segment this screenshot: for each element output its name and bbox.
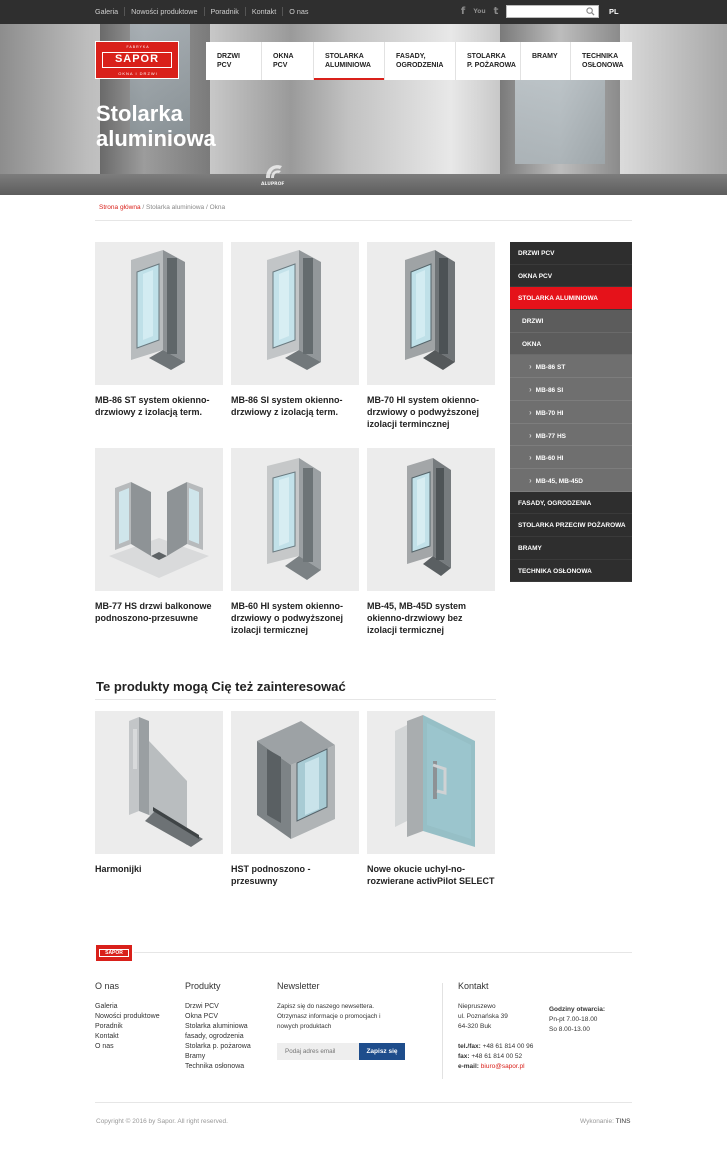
related-card[interactable] [231, 711, 359, 887]
footer-link[interactable]: Nowości produktowe [95, 1013, 160, 1020]
footer-about [95, 981, 160, 1052]
side-menu-item[interactable]: FASADY, OGRODZENIA [510, 492, 632, 515]
side-menu-item[interactable]: › MB-45, MB-45D [510, 469, 632, 492]
facebook-icon[interactable]: f [460, 6, 466, 17]
side-menu-item[interactable]: STOLARKA ALUMINIOWA [510, 287, 632, 310]
copyright: Copyright © 2016 by Sapor. All right reserved. [96, 1118, 228, 1125]
sapor-logo[interactable]: FABRYKA SAPOR OKNA I DRZWI [95, 41, 179, 79]
side-menu-item[interactable]: OKNA PCV [510, 265, 632, 288]
product-card[interactable] [95, 448, 223, 624]
related-image[interactable] [231, 711, 359, 854]
divider [95, 952, 632, 953]
related-card[interactable] [95, 711, 223, 875]
divider [95, 1102, 632, 1103]
footer-link[interactable]: Drzwi PCV [185, 1003, 219, 1010]
top-link-guide[interactable]: Poradnik [204, 7, 245, 16]
footer-link[interactable]: Galeria [95, 1003, 118, 1010]
chevron-right-icon: › [529, 475, 532, 485]
top-bar [0, 0, 727, 24]
top-link-contact[interactable]: Kontakt [245, 7, 282, 16]
chevron-right-icon: › [529, 362, 532, 372]
newsletter-subscribe-button[interactable]: Zapisz się [359, 1043, 405, 1060]
related-caption[interactable]: Nowe okucie uchyl-no-rozwierane activPilot SELECT [367, 864, 495, 886]
side-menu-item[interactable]: DRZWI [510, 310, 632, 333]
svg-text:ALUPROF: ALUPROF [261, 182, 285, 186]
footer-link[interactable]: Okna PCV [185, 1013, 219, 1020]
breadcrumb-section[interactable]: Stolarka aluminiowa [145, 204, 205, 211]
side-menu-item[interactable]: › MB-60 HI [510, 446, 632, 469]
product-card[interactable] [367, 448, 495, 636]
top-links [95, 7, 314, 16]
aluprof-logo-icon [258, 158, 288, 186]
breadcrumb: Strona główna / Stolarka aluminiowa / Okna [99, 204, 226, 211]
related-caption[interactable]: Harmonijki [95, 864, 142, 874]
product-image[interactable] [367, 242, 495, 385]
product-image[interactable] [367, 448, 495, 591]
product-card[interactable] [231, 448, 359, 636]
side-menu-item[interactable]: STOLARKA PRZECIW POŻAROWA [510, 514, 632, 537]
made-by: Wykonanie: TINS [580, 1118, 631, 1125]
footer-contact-title: Kontakt [458, 981, 489, 991]
search-box [506, 5, 599, 18]
footer-link[interactable]: Stolarka p. pożarowa [185, 1043, 251, 1050]
product-caption[interactable]: MB-45, MB-45D system okienno-drzwiowy bez izolacji termicznej [367, 601, 467, 635]
footer-link[interactable]: O nas [95, 1043, 114, 1050]
social-links [458, 5, 501, 18]
product-caption[interactable]: MB-86 SI system okienno-drzwiowy z izolacją term. [231, 395, 343, 417]
chevron-right-icon: › [529, 430, 532, 440]
footer-link[interactable]: fasady, ogrodzenia [185, 1033, 244, 1040]
breadcrumb-current: Okna [209, 204, 226, 211]
product-image[interactable] [231, 448, 359, 591]
nav-item[interactable]: TECHNIKA OSŁONOWA [582, 53, 624, 69]
newsletter-email-input[interactable] [277, 1043, 359, 1060]
product-image[interactable] [95, 242, 223, 385]
divider [95, 699, 496, 700]
breadcrumb-home[interactable]: Strona główna [99, 204, 141, 211]
top-link-gallery[interactable]: Galeria [95, 7, 119, 16]
nav-item[interactable]: BRAMY [521, 42, 571, 80]
search-input[interactable] [507, 6, 585, 17]
language-switch[interactable]: PL [609, 7, 619, 16]
top-link-news[interactable]: Nowości produktowe [124, 7, 203, 16]
side-menu-item[interactable]: › MB-86 SI [510, 378, 632, 401]
product-image[interactable] [231, 242, 359, 385]
side-menu-item[interactable]: BRAMY [510, 537, 632, 560]
youtube-icon[interactable]: You [473, 8, 486, 15]
nav-item[interactable]: OKNA PCV [262, 42, 314, 80]
page-title: Stolarka aluminiowa [96, 101, 216, 151]
nav-item[interactable]: STOLARKA P. POŻAROWA [456, 42, 521, 80]
related-title: Te produkty mogą Cię też zainteresować [96, 679, 346, 694]
main-nav [206, 42, 632, 80]
divider [95, 220, 632, 221]
side-menu-item[interactable]: OKNA [510, 333, 632, 356]
footer-link[interactable]: Kontakt [95, 1033, 119, 1040]
chevron-right-icon: › [529, 453, 532, 463]
related-image[interactable] [95, 711, 223, 854]
top-link-about[interactable]: O nas [282, 7, 314, 16]
side-menu-item[interactable]: DRZWI PCV [510, 242, 632, 265]
search-icon[interactable] [586, 7, 595, 16]
side-menu-item[interactable]: › MB-86 ST [510, 355, 632, 378]
hero-sill [0, 174, 727, 195]
footer-link[interactable]: Bramy [185, 1053, 206, 1060]
product-card[interactable] [95, 242, 223, 418]
nav-item[interactable]: DRZWI PCV [206, 42, 262, 80]
side-menu [510, 242, 632, 582]
footer-link[interactable]: Technika osłonowa [185, 1063, 245, 1070]
nav-item[interactable]: FASADY, OGRODZENIA [385, 42, 456, 80]
product-card[interactable] [367, 242, 495, 430]
footer-newsletter-title: Newsletter [277, 981, 320, 991]
product-caption[interactable]: MB-77 HS drzwi balkonowe podnoszono-przesuwne [95, 601, 212, 623]
footer-hours: Godziny otwarcia: Pn-pt 7.00-18.00 So 8.00-13.00 [549, 1006, 605, 1033]
email-link[interactable]: biuro@sapor.pl [480, 1063, 525, 1070]
product-caption[interactable]: MB-70 HI system okienno-drzwiowy o podwyższonej izolacji termincznej [367, 395, 480, 429]
footer-divider [442, 983, 443, 1079]
footer-newsletter: Newsletter Zapisz się do naszego newsettera. Otrzymasz informacje o promocjach i nowych produktach [277, 981, 381, 1030]
related-caption[interactable]: HST podnoszono - przesuwny [231, 864, 311, 886]
side-menu-item[interactable]: › MB-70 HI [510, 401, 632, 424]
footer-link[interactable]: Poradnik [95, 1023, 123, 1030]
product-caption[interactable]: MB-60 HI system okienno-drzwiowy o podwyższonej izolacji termicznej [231, 601, 344, 635]
related-card[interactable] [367, 711, 495, 887]
chevron-right-icon: › [529, 407, 532, 417]
chevron-right-icon: › [529, 385, 532, 395]
side-menu-item[interactable]: TECHNIKA OSŁONOWA [510, 560, 632, 583]
footer-products-title: Produkty [185, 981, 221, 991]
product-card[interactable] [231, 242, 359, 418]
footer-products [185, 981, 251, 1072]
side-menu-item[interactable]: › MB-77 HS [510, 424, 632, 447]
related-image[interactable] [367, 711, 495, 854]
footer-contact: Kontakt Niepruszewo ul. Poznańska 39 64-320 Buk tel./fax: +48 61 814 00 96 fax: +48 61 814 00 52 e-mail: biuro@sapor.pl [458, 981, 534, 1070]
footer-logo[interactable]: SAPOR [95, 944, 133, 962]
made-by-link[interactable]: TINS [615, 1118, 631, 1125]
fax-number: +48 61 814 00 52 [471, 1053, 523, 1060]
phone-number[interactable]: +48 61 814 00 96 [482, 1043, 534, 1050]
nav-item[interactable]: STOLARKA ALUMINIOWA [314, 42, 385, 80]
twitter-icon[interactable]: t [493, 6, 499, 17]
footer-link[interactable]: Stolarka aluminiowa [185, 1023, 248, 1030]
product-image[interactable] [95, 448, 223, 591]
footer-about-title: O nas [95, 981, 120, 991]
product-caption[interactable]: MB-86 ST system okienno-drzwiowy z izolacją term. [95, 395, 210, 417]
